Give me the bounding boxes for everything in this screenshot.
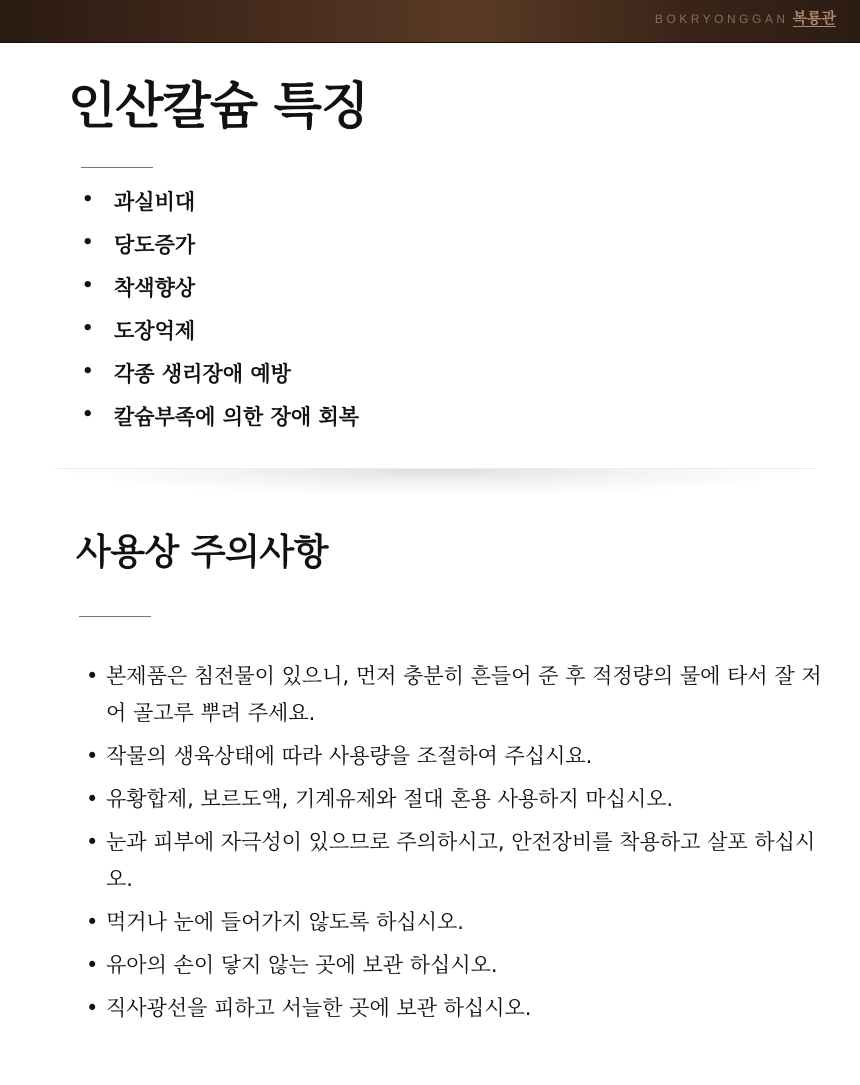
bullet-icon: • <box>86 664 99 688</box>
feature-text: 칼슘부족에 의한 장애 회복 <box>114 405 360 429</box>
brand-logo: 복룡관 <box>792 9 836 27</box>
bullet-icon: • <box>82 275 94 296</box>
cautions-title: 사용상 주의사항 <box>76 532 328 573</box>
caution-item <box>86 781 826 818</box>
caution-text: 직사광선을 피하고 서늘한 곳에 보관 하십시오. <box>106 996 532 1020</box>
bullet-icon: • <box>82 189 94 210</box>
caution-item <box>86 990 826 1027</box>
caution-item <box>86 947 826 984</box>
bullet-icon: • <box>82 361 94 382</box>
bullet-icon: • <box>86 996 99 1020</box>
features-list <box>82 186 359 444</box>
brand <box>655 10 836 27</box>
feature-item <box>82 358 359 401</box>
bullet-icon: • <box>86 910 99 934</box>
title-underline <box>79 616 151 617</box>
features-title: 인산칼슘 특징 <box>68 77 369 135</box>
bullet-icon: • <box>86 744 99 768</box>
feature-item <box>82 401 359 444</box>
top-banner <box>0 0 860 43</box>
caution-text: 눈과 피부에 자극성이 있으므로 주의하시고, 안전장비를 착용하고 살포 하십시오. <box>106 830 816 891</box>
bullet-icon: • <box>86 787 99 811</box>
feature-text: 과실비대 <box>114 190 196 214</box>
feature-text: 착색향상 <box>114 276 196 300</box>
feature-item <box>82 229 359 272</box>
feature-item <box>82 315 359 358</box>
bullet-icon: • <box>82 404 94 425</box>
caution-text: 유황합제, 보르도액, 기계유제와 절대 혼용 사용하지 마십시오. <box>106 787 674 811</box>
caution-text: 먹거나 눈에 들어가지 않도록 하십시오. <box>106 910 464 934</box>
caution-item <box>86 904 826 941</box>
bullet-icon: • <box>86 830 99 854</box>
title-underline <box>81 167 153 168</box>
feature-item <box>82 186 359 229</box>
caution-item <box>86 738 826 775</box>
feature-item <box>82 272 359 315</box>
caution-item <box>86 658 826 732</box>
feature-text: 각종 생리장애 예방 <box>114 362 291 386</box>
section-divider <box>55 468 815 497</box>
bullet-icon: • <box>82 318 94 339</box>
bullet-icon: • <box>82 232 94 253</box>
cautions-list <box>86 658 826 1033</box>
feature-text: 당도증가 <box>114 233 196 257</box>
caution-text: 작물의 생육상태에 따라 사용량을 조절하여 주십시요. <box>106 744 593 768</box>
brand-text: BOKRYONGGAN <box>654 11 789 26</box>
bullet-icon: • <box>86 953 99 977</box>
caution-text: 유아의 손이 닿지 않는 곳에 보관 하십시오. <box>106 953 498 977</box>
caution-item <box>86 824 826 898</box>
feature-text: 도장억제 <box>114 319 196 343</box>
caution-text: 본제품은 침전물이 있으니, 먼저 충분히 흔들어 준 후 적정량의 물에 타서 잘 저어 골고루 뿌려 주세요. <box>106 664 822 725</box>
